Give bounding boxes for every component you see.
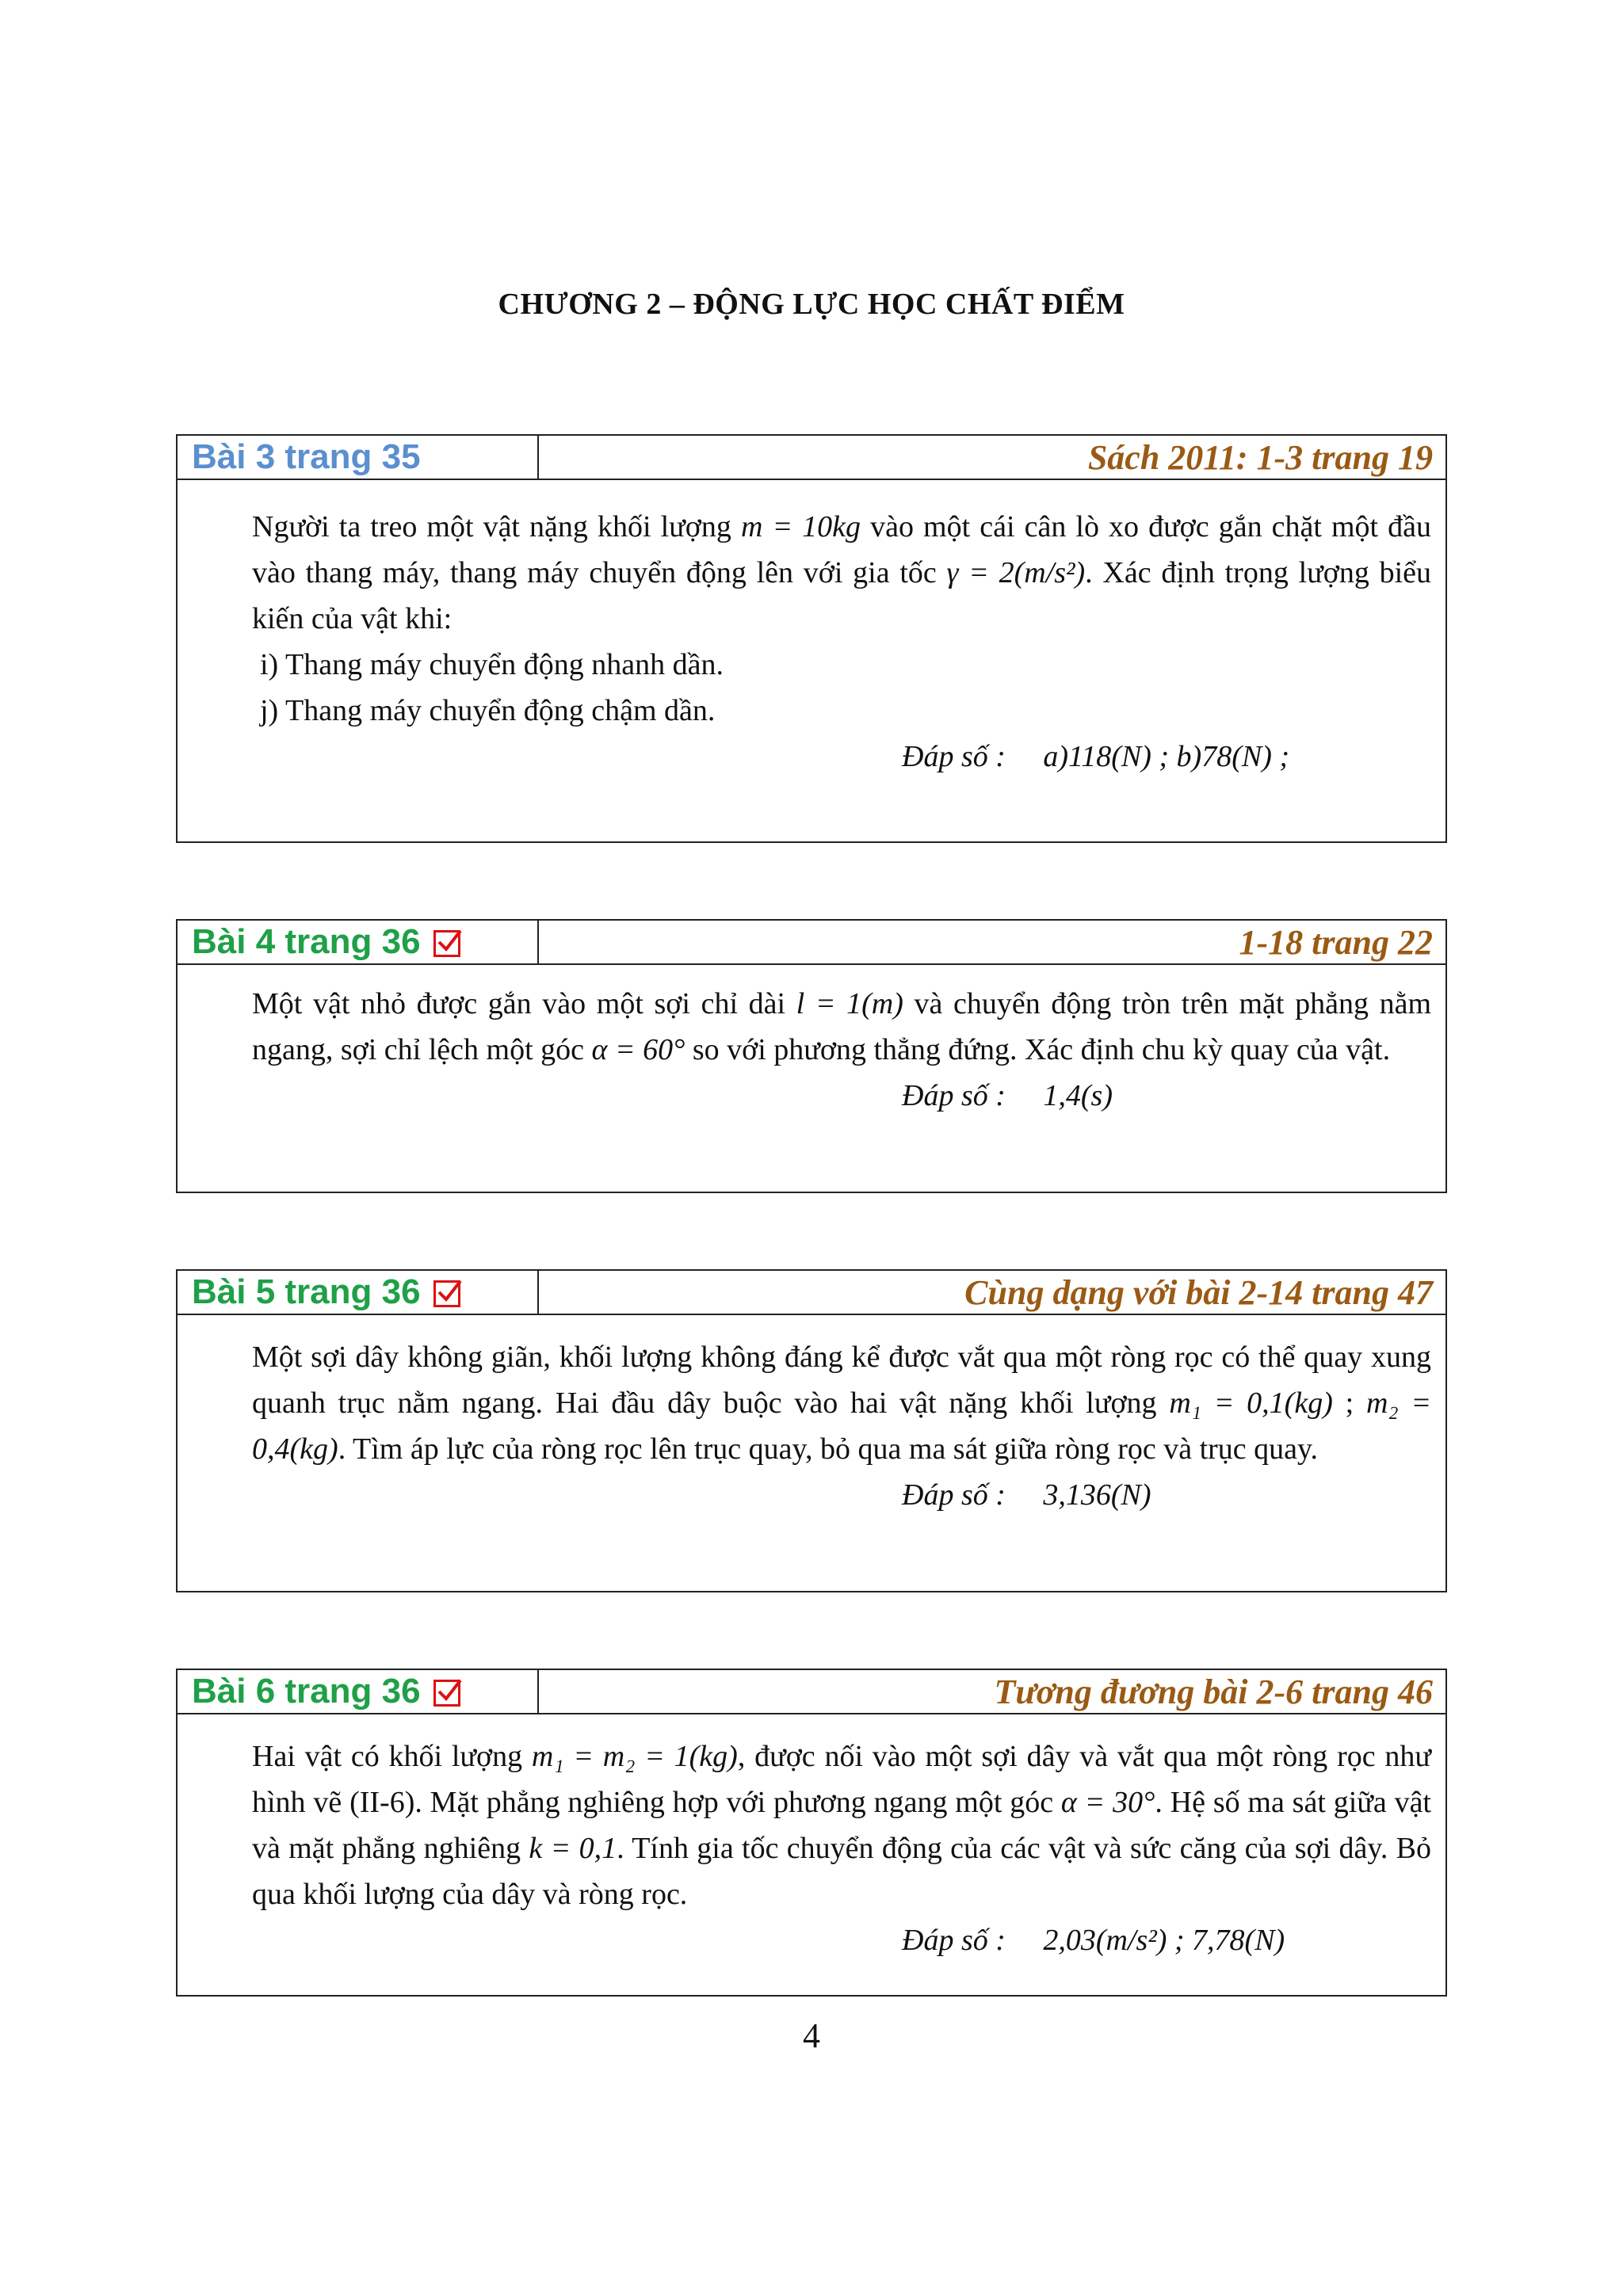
problem-box (176, 434, 1447, 843)
text-segment: Một vật nhỏ được gắn vào một sợi chỉ dài (252, 987, 786, 1020)
math-angle: α = 60° (591, 1033, 685, 1066)
problem-label-text: Bài 4 trang 36 (192, 922, 421, 961)
problem-header (178, 1670, 1445, 1714)
checked-checkbox-icon (433, 930, 460, 957)
problem-label (178, 1670, 539, 1713)
text-segment: Một sợi dây không giãn, khối lượng không đáng kể được vắt qua một ròng rọc có thể quay xung quanh trục nằm ngang. Hai đầu dây buộc vào hai vật nặng khối lượng (252, 1341, 1431, 1420)
answer-label: Đáp số : (902, 740, 1006, 773)
answer-line (252, 734, 1431, 780)
text-segment: vào một cái cân lò xo được gắn chặt một đầu vào thang máy, thang máy chuyển động lên với gia tốc (252, 510, 1432, 589)
text-segment: . Tìm áp lực của ròng rọc lên trục quay, bỏ qua ma sát giữa ròng rọc và trục quay. (338, 1432, 1319, 1466)
text-segment: so với phương thẳng đứng. Xác định chu kỳ quay của vật. (692, 1033, 1391, 1066)
math-mass: m = 10kg (740, 510, 861, 543)
text-segment: . Tính gia tốc chuyển động của các vật và sức căng của sợi dây. Bỏ qua khối lượng của dây và ròng rọc. (252, 1832, 1432, 1911)
math-mass-2: m₂ = 0,4(kg) (252, 1386, 1432, 1466)
page-number: 4 (803, 2016, 820, 2055)
text-segment: , được nối vào một sợi dây và vắt qua một ròng rọc như hình vẽ (II-6). Mặt phẳng nghiêng hợp với phương ngang một góc (252, 1740, 1431, 1819)
math-mass: m₁ = m₂ = 1(kg) (531, 1740, 738, 1773)
answer-value: 3,136(N) (1043, 1478, 1151, 1512)
answer-line (252, 1917, 1431, 1963)
math-mass-1: m₁ = 0,1(kg) (1169, 1386, 1333, 1420)
problem-body (178, 1714, 1445, 1963)
problem-header (178, 1271, 1445, 1315)
list-item: j) Thang máy chuyển động chậm dần. (260, 694, 716, 727)
math-acceleration: γ = 2(m/s²) (946, 556, 1086, 589)
problem-box (176, 919, 1447, 1193)
answer-label: Đáp số : (902, 1924, 1006, 1957)
text-segment: Người ta treo một vật nặng khối lượng (252, 510, 731, 543)
answer-line (252, 1472, 1431, 1518)
answer-value: a)118(N) ; b)78(N) ; (1043, 740, 1289, 773)
problem-text (252, 1334, 1431, 1472)
chapter-title: CHƯƠNG 2 – ĐỘNG LỰC HỌC CHẤT ĐIỂM (498, 288, 1125, 321)
problem-label (178, 1271, 539, 1314)
problem-label-text: Bài 5 trang 36 (192, 1272, 421, 1311)
checked-checkbox-icon (433, 1680, 460, 1707)
problem-body (178, 1315, 1445, 1518)
problem-reference: Sách 2011: 1-3 trang 19 (1087, 437, 1433, 477)
list-item: i) Thang máy chuyển động nhanh dần. (260, 648, 724, 681)
problem-reference: Tương đương bài 2-6 trang 46 (994, 1672, 1433, 1711)
answer-label: Đáp số : (902, 1478, 1006, 1512)
problem-label (178, 436, 539, 479)
text-segment: và chuyển động tròn trên mặt phẳng nằm ngang, sợi chỉ lệch một góc (252, 987, 1432, 1066)
problem-box (176, 1269, 1447, 1592)
problem-body (178, 480, 1445, 780)
problem-header (178, 436, 1445, 480)
text-segment: . Hệ số ma sát giữa vật và mặt phẳng nghiêng (252, 1786, 1431, 1865)
problem-body (178, 965, 1445, 1119)
problem-box (176, 1669, 1447, 1997)
answer-value: 2,03(m/s²) ; 7,78(N) (1043, 1924, 1285, 1957)
problem-label-text: Bài 6 trang 36 (192, 1672, 421, 1711)
problem-header (178, 921, 1445, 965)
answer-line (252, 1073, 1431, 1119)
text-segment: Hai vật có khối lượng (252, 1740, 523, 1773)
math-length: l = 1(m) (796, 987, 903, 1020)
problem-label-text: Bài 3 trang 35 (192, 437, 421, 476)
problem-reference: 1-18 trang 22 (1239, 922, 1433, 962)
answer-value: 1,4(s) (1043, 1079, 1113, 1112)
problem-text (252, 1733, 1431, 1917)
text-segment: ; (1345, 1386, 1354, 1420)
problem-label (178, 921, 539, 963)
answer-label: Đáp số : (902, 1079, 1006, 1112)
problem-text (252, 504, 1431, 642)
math-friction: k = 0,1 (529, 1832, 617, 1865)
checked-checkbox-icon (433, 1280, 460, 1307)
text-segment: . Xác định trọng lượng biểu kiến của vật khi: (252, 556, 1432, 635)
problem-reference: Cùng dạng với bài 2-14 trang 47 (964, 1272, 1433, 1312)
math-angle: α = 30° (1060, 1786, 1155, 1819)
problem-text (252, 981, 1431, 1073)
